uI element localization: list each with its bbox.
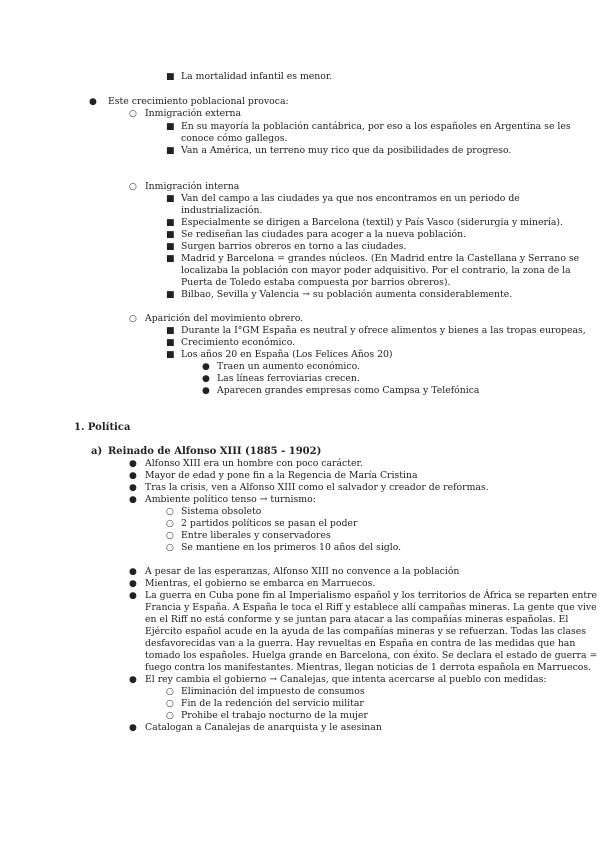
text-line: Aparición del movimiento obrero. [145, 313, 304, 324]
disc-bullet: ● [129, 675, 137, 685]
subsection-marker: a) [91, 446, 103, 457]
circle-bullet: ○ [166, 507, 174, 517]
disc-bullet: ● [129, 495, 137, 505]
square-bullet: ■ [166, 230, 175, 240]
text-line: industrialización. [181, 205, 263, 216]
square-bullet: ■ [166, 218, 175, 228]
disc-bullet: ● [202, 386, 210, 396]
square-bullet: ■ [166, 338, 175, 348]
square-bullet: ■ [166, 326, 175, 336]
text-line: Los años 20 en España (Los Felices Años 20) [181, 349, 393, 360]
text-line: Se rediseñan las ciudades para acoger a la nueva población. [181, 229, 467, 240]
text-line: conoce cómo gallegos. [181, 133, 288, 144]
text-line: Van a América, un terreno muy rico que da posibilidades de progreso. [181, 145, 512, 156]
text-line: Eliminación del impuesto de consumos [181, 686, 365, 697]
disc-bullet: ● [129, 591, 137, 601]
text-line: Mientras, el gobierno se embarca en Marruecos. [145, 578, 376, 589]
text-line: Durante la I°GM España es neutral y ofrece alimentos y bienes a las tropas europeas, [181, 325, 586, 336]
text-line: La mortalidad infantil es menor. [181, 71, 333, 82]
text-line: Sistema obsoleto [181, 506, 262, 517]
disc-bullet: ● [202, 362, 210, 372]
text-line: En su mayoría la población cantábrica, por eso a los españoles en Argentina se les [181, 121, 571, 132]
square-bullet: ■ [166, 290, 175, 300]
section-heading: 1. Política [74, 422, 131, 433]
circle-bullet: ○ [129, 182, 137, 192]
text-line: Ejército español acude en la ayuda de las compañías mineras y se refuerzan. Todas las clases [145, 626, 587, 637]
text-line: A pesar de las esperanzas, Alfonso XIII no convence a la población [145, 566, 460, 577]
text-line: Las líneas ferroviarias crecen. [217, 373, 360, 384]
text-line: Especialmente se dirigen a Barcelona (textil) y País Vasco (siderurgia y minería). [181, 217, 563, 228]
circle-bullet: ○ [166, 531, 174, 541]
disc-bullet: ● [202, 374, 210, 384]
subsection-title: Reinado de Alfonso XIII (1885 - 1902) [108, 446, 322, 457]
square-bullet: ■ [166, 350, 175, 360]
text-line: Se mantiene en los primeros 10 años del siglo. [181, 542, 402, 553]
text-line: El rey cambia el gobierno → Canalejas, que intenta acercarse al pueblo con medidas: [145, 674, 547, 685]
disc-bullet: ● [89, 97, 97, 107]
disc-bullet: ● [129, 483, 137, 493]
text-line: Puerta de Toledo estaba compuesta por barrios obreros). [181, 277, 451, 288]
disc-bullet: ● [129, 471, 137, 481]
square-bullet: ■ [166, 146, 175, 156]
text-line: fuego contra los manifestantes. Mientras, llegan noticias de 1 derrota española en Marruecos. [145, 662, 592, 673]
disc-bullet: ● [129, 723, 137, 733]
circle-bullet: ○ [166, 519, 174, 529]
text-line: Traen un aumento económico. [217, 361, 360, 372]
square-bullet: ■ [166, 122, 175, 132]
text-line: Mayor de edad y pone fin a la Regencia de María Cristina [145, 470, 418, 481]
square-bullet: ■ [166, 194, 175, 204]
text-line: Crecimiento económico. [181, 337, 296, 348]
text-line: Tras la crisis, ven a Alfonso XIII como el salvador y creador de reformas. [145, 482, 489, 493]
text-line: Van del campo a las ciudades ya que nos encontramos en un periodo de [181, 193, 520, 204]
text-line: Prohibe el trabajo nocturno de la mujer [181, 710, 368, 721]
text-line: Ambiente político tenso → turnismo: [145, 494, 316, 505]
text-line: en el Riff no está conforme y se juntan para atacar a las compañías mineras españolas. El [145, 614, 569, 625]
text-line: Francia y España. A España le toca el Riff y establece allí campañas mineras. La gente que vive [145, 602, 597, 613]
text-line: Este crecimiento poblacional provoca: [108, 96, 289, 107]
disc-bullet: ● [129, 459, 137, 469]
text-line: Fin de la redención del servicio militar [181, 698, 364, 709]
disc-bullet: ● [129, 567, 137, 577]
text-line: 2 partidos políticos se pasan el poder [181, 518, 358, 529]
text-line: Inmigración externa [145, 108, 242, 119]
circle-bullet: ○ [129, 314, 137, 324]
text-line: desfavorecidas van a la guerra. Hay revueltas en España en contra de las medidas que han [145, 638, 576, 649]
text-line: Alfonso XIII era un hombre con poco carácter. [145, 458, 363, 469]
circle-bullet: ○ [166, 711, 174, 721]
text-line: Entre liberales y conservadores [181, 530, 331, 541]
circle-bullet: ○ [129, 109, 137, 119]
square-bullet: ■ [166, 72, 175, 82]
circle-bullet: ○ [166, 543, 174, 553]
circle-bullet: ○ [166, 699, 174, 709]
text-line: La guerra en Cuba pone fin al Imperialismo español y los territorios de África se reparten entre [145, 590, 598, 601]
disc-bullet: ● [129, 579, 137, 589]
text-line: Inmigración interna [145, 181, 240, 192]
text-line: tomado los españoles. Huelga grande en Barcelona, con éxito. Se declara el estado de guerra = [145, 650, 598, 661]
text-line: Aparecen grandes empresas como Campsa y Telefónica [217, 385, 480, 396]
text-line: Bilbao, Sevilla y Valencia → su población aumenta considerablemente. [181, 289, 513, 300]
text-line: Madrid y Barcelona = grandes núcleos. (En Madrid entre la Castellana y Serrano se [181, 253, 580, 264]
square-bullet: ■ [166, 242, 175, 252]
square-bullet: ■ [166, 254, 175, 264]
text-line: localizaba la población con mayor poder adquisitivo. Por el contrario, la zona de la [181, 265, 571, 276]
text-line: Catalogan a Canalejas de anarquista y le asesinan [145, 722, 382, 733]
circle-bullet: ○ [166, 687, 174, 697]
text-line: Surgen barrios obreros en torno a las ciudades. [181, 241, 407, 252]
